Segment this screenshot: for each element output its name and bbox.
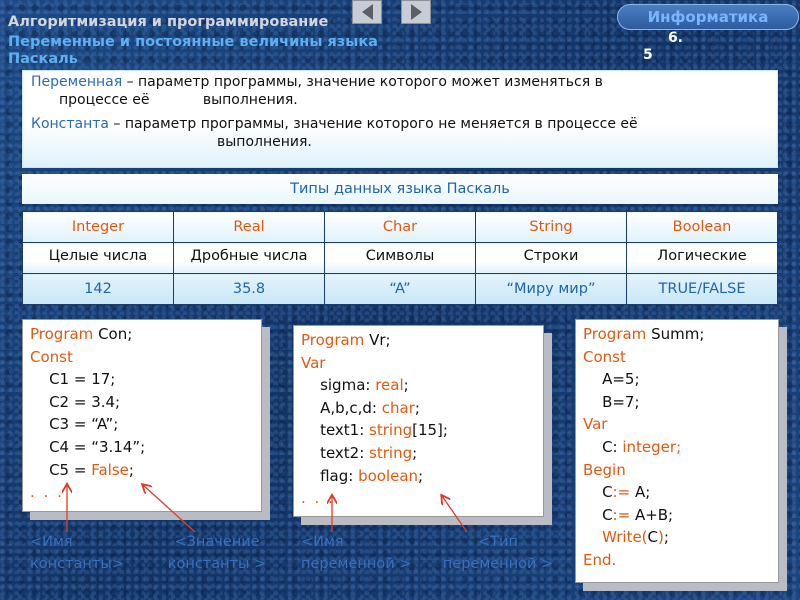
code-text: ; (412, 443, 418, 462)
code-keyword: Program (583, 325, 647, 343)
code-block-variables (293, 325, 544, 517)
type-description: Символы (325, 243, 476, 274)
term-constant: Константа (31, 116, 109, 132)
prev-slide-button[interactable] (352, 0, 382, 24)
type-name: Integer (23, 212, 174, 243)
code-line (583, 481, 771, 504)
header-subtitle-line2: Паскаль (8, 51, 78, 67)
code-keyword: boolean (358, 466, 419, 485)
code-line (30, 368, 254, 391)
triangle-right-icon (411, 4, 422, 20)
code-keyword: string (369, 443, 413, 462)
type-name: Char (325, 212, 476, 243)
code-line (30, 436, 254, 459)
grade-label (643, 30, 683, 64)
code-text: C2 = 3.4; (30, 392, 121, 411)
code-block-constants (22, 319, 262, 512)
code-keyword: End. (583, 550, 617, 569)
code-text: ; (418, 466, 424, 485)
code-text: Con; (93, 325, 133, 343)
code-keyword: := (612, 483, 631, 502)
code-text: ; (128, 460, 134, 479)
code-text (583, 528, 602, 546)
types-header-row (23, 212, 778, 243)
types-description-row (23, 243, 778, 274)
definition-constant-text: – параметр программы, значение которого не меняется в процессе её (108, 116, 638, 132)
code-line (301, 465, 536, 488)
code-line (301, 442, 536, 465)
type-example: “A” (325, 274, 476, 305)
code-text: sigma: (301, 376, 376, 395)
code-keyword: Begin (583, 460, 626, 479)
code-line (30, 413, 254, 436)
code-text: A+B; (630, 505, 674, 524)
definition-constant-text-2: выполнения. (217, 134, 312, 150)
code-line (30, 391, 254, 414)
triangle-left-icon (362, 4, 373, 20)
code-line (583, 368, 771, 391)
grade-line2: 5 (643, 47, 653, 63)
code-line (30, 323, 254, 346)
header-subtitle-line1: Переменные и постоянные величины языка (8, 34, 378, 50)
code-text: Summ; (646, 325, 705, 343)
type-example: 35.8 (174, 274, 325, 305)
code-text: C1 = 17; (30, 370, 116, 389)
code-keyword: string (369, 421, 413, 440)
types-table (22, 211, 778, 305)
code-text: C3 = “A”; (30, 415, 119, 434)
code-line (583, 346, 771, 369)
definitions-panel (22, 70, 778, 168)
code-line (583, 549, 771, 572)
code-text: ; (414, 398, 420, 417)
code-text: C4 = “3.14”; (30, 437, 146, 456)
code-keyword: real (375, 376, 404, 395)
code-block-summ (575, 319, 779, 583)
code-ellipsis: . . . (301, 489, 335, 508)
code-line (301, 374, 536, 397)
code-line (301, 329, 536, 352)
code-text: [15]; (412, 421, 448, 440)
code-line (30, 459, 254, 482)
code-line (583, 413, 771, 436)
code-line (583, 391, 771, 414)
code-keyword: Const (583, 347, 626, 366)
grade-line1: 6. (667, 30, 683, 46)
definition-variable-text: – параметр программы, значение которого может изменяться в (122, 74, 603, 90)
code-keyword: ) (658, 528, 664, 547)
subject-badge: Информатика (617, 4, 799, 30)
code-line (301, 419, 536, 442)
code-text: C: (583, 437, 623, 456)
code-text: ; (663, 528, 669, 547)
definition-variable (31, 73, 769, 109)
code-keyword: Var (301, 353, 326, 372)
code-keyword: := (612, 505, 631, 524)
code-keyword: Var (583, 415, 608, 434)
code-line (583, 436, 771, 459)
type-example: 142 (23, 274, 174, 305)
type-description: Строки (476, 243, 627, 274)
code-text: A,b,c,d: (301, 398, 382, 417)
code-text: text1: (301, 421, 370, 440)
annotation-var-name: <Имя переменной > (301, 534, 412, 572)
term-variable: Переменная (31, 74, 123, 90)
type-name: Boolean (627, 212, 778, 243)
code-text: ; (403, 376, 409, 395)
definition-variable-text-2: процессе её выполнения. (59, 92, 298, 108)
type-description: Дробные числа (174, 243, 325, 274)
type-example: “Миру мир” (476, 274, 627, 305)
code-text: text2: (301, 443, 370, 462)
annotation-const-name: <Имя константы> (30, 534, 124, 572)
annotation-const-value: <Значение константы > (167, 534, 267, 572)
code-line (583, 504, 771, 527)
code-text: B=7; (583, 392, 640, 411)
code-text: C5 = (30, 460, 92, 479)
code-ellipsis: . . . (30, 483, 64, 502)
code-text: Vr; (364, 331, 391, 349)
code-keyword: char (381, 398, 415, 417)
code-text: A=5; (583, 370, 640, 389)
code-text: C (583, 505, 613, 524)
code-line (583, 459, 771, 482)
header-title: Алгоритмизация и программирование (8, 14, 329, 30)
types-example-row (23, 274, 778, 305)
code-line (583, 323, 771, 346)
code-text: C (583, 483, 613, 502)
code-keyword: Const (30, 347, 73, 366)
code-keyword: False (91, 460, 129, 479)
code-line (301, 397, 536, 420)
code-keyword: Program (301, 331, 365, 349)
code-text: C (647, 528, 659, 547)
code-text: A; (630, 483, 651, 502)
type-example: TRUE/FALSE (627, 274, 778, 305)
code-line (301, 352, 536, 375)
code-keyword: integer; (622, 437, 682, 456)
code-text: flag: (301, 466, 359, 485)
definition-constant (31, 115, 769, 151)
types-title: Типы данных языка Паскаль (22, 174, 778, 204)
annotation-var-type: <Тип переменной > (442, 534, 554, 572)
type-description: Целые числа (23, 243, 174, 274)
type-name: Real (174, 212, 325, 243)
code-keyword: Program (30, 325, 94, 343)
next-slide-button[interactable] (401, 0, 431, 24)
type-description: Логические (627, 243, 778, 274)
code-keyword: Write( (602, 528, 648, 547)
type-name: String (476, 212, 627, 243)
code-line (30, 346, 254, 369)
code-line (583, 526, 771, 549)
